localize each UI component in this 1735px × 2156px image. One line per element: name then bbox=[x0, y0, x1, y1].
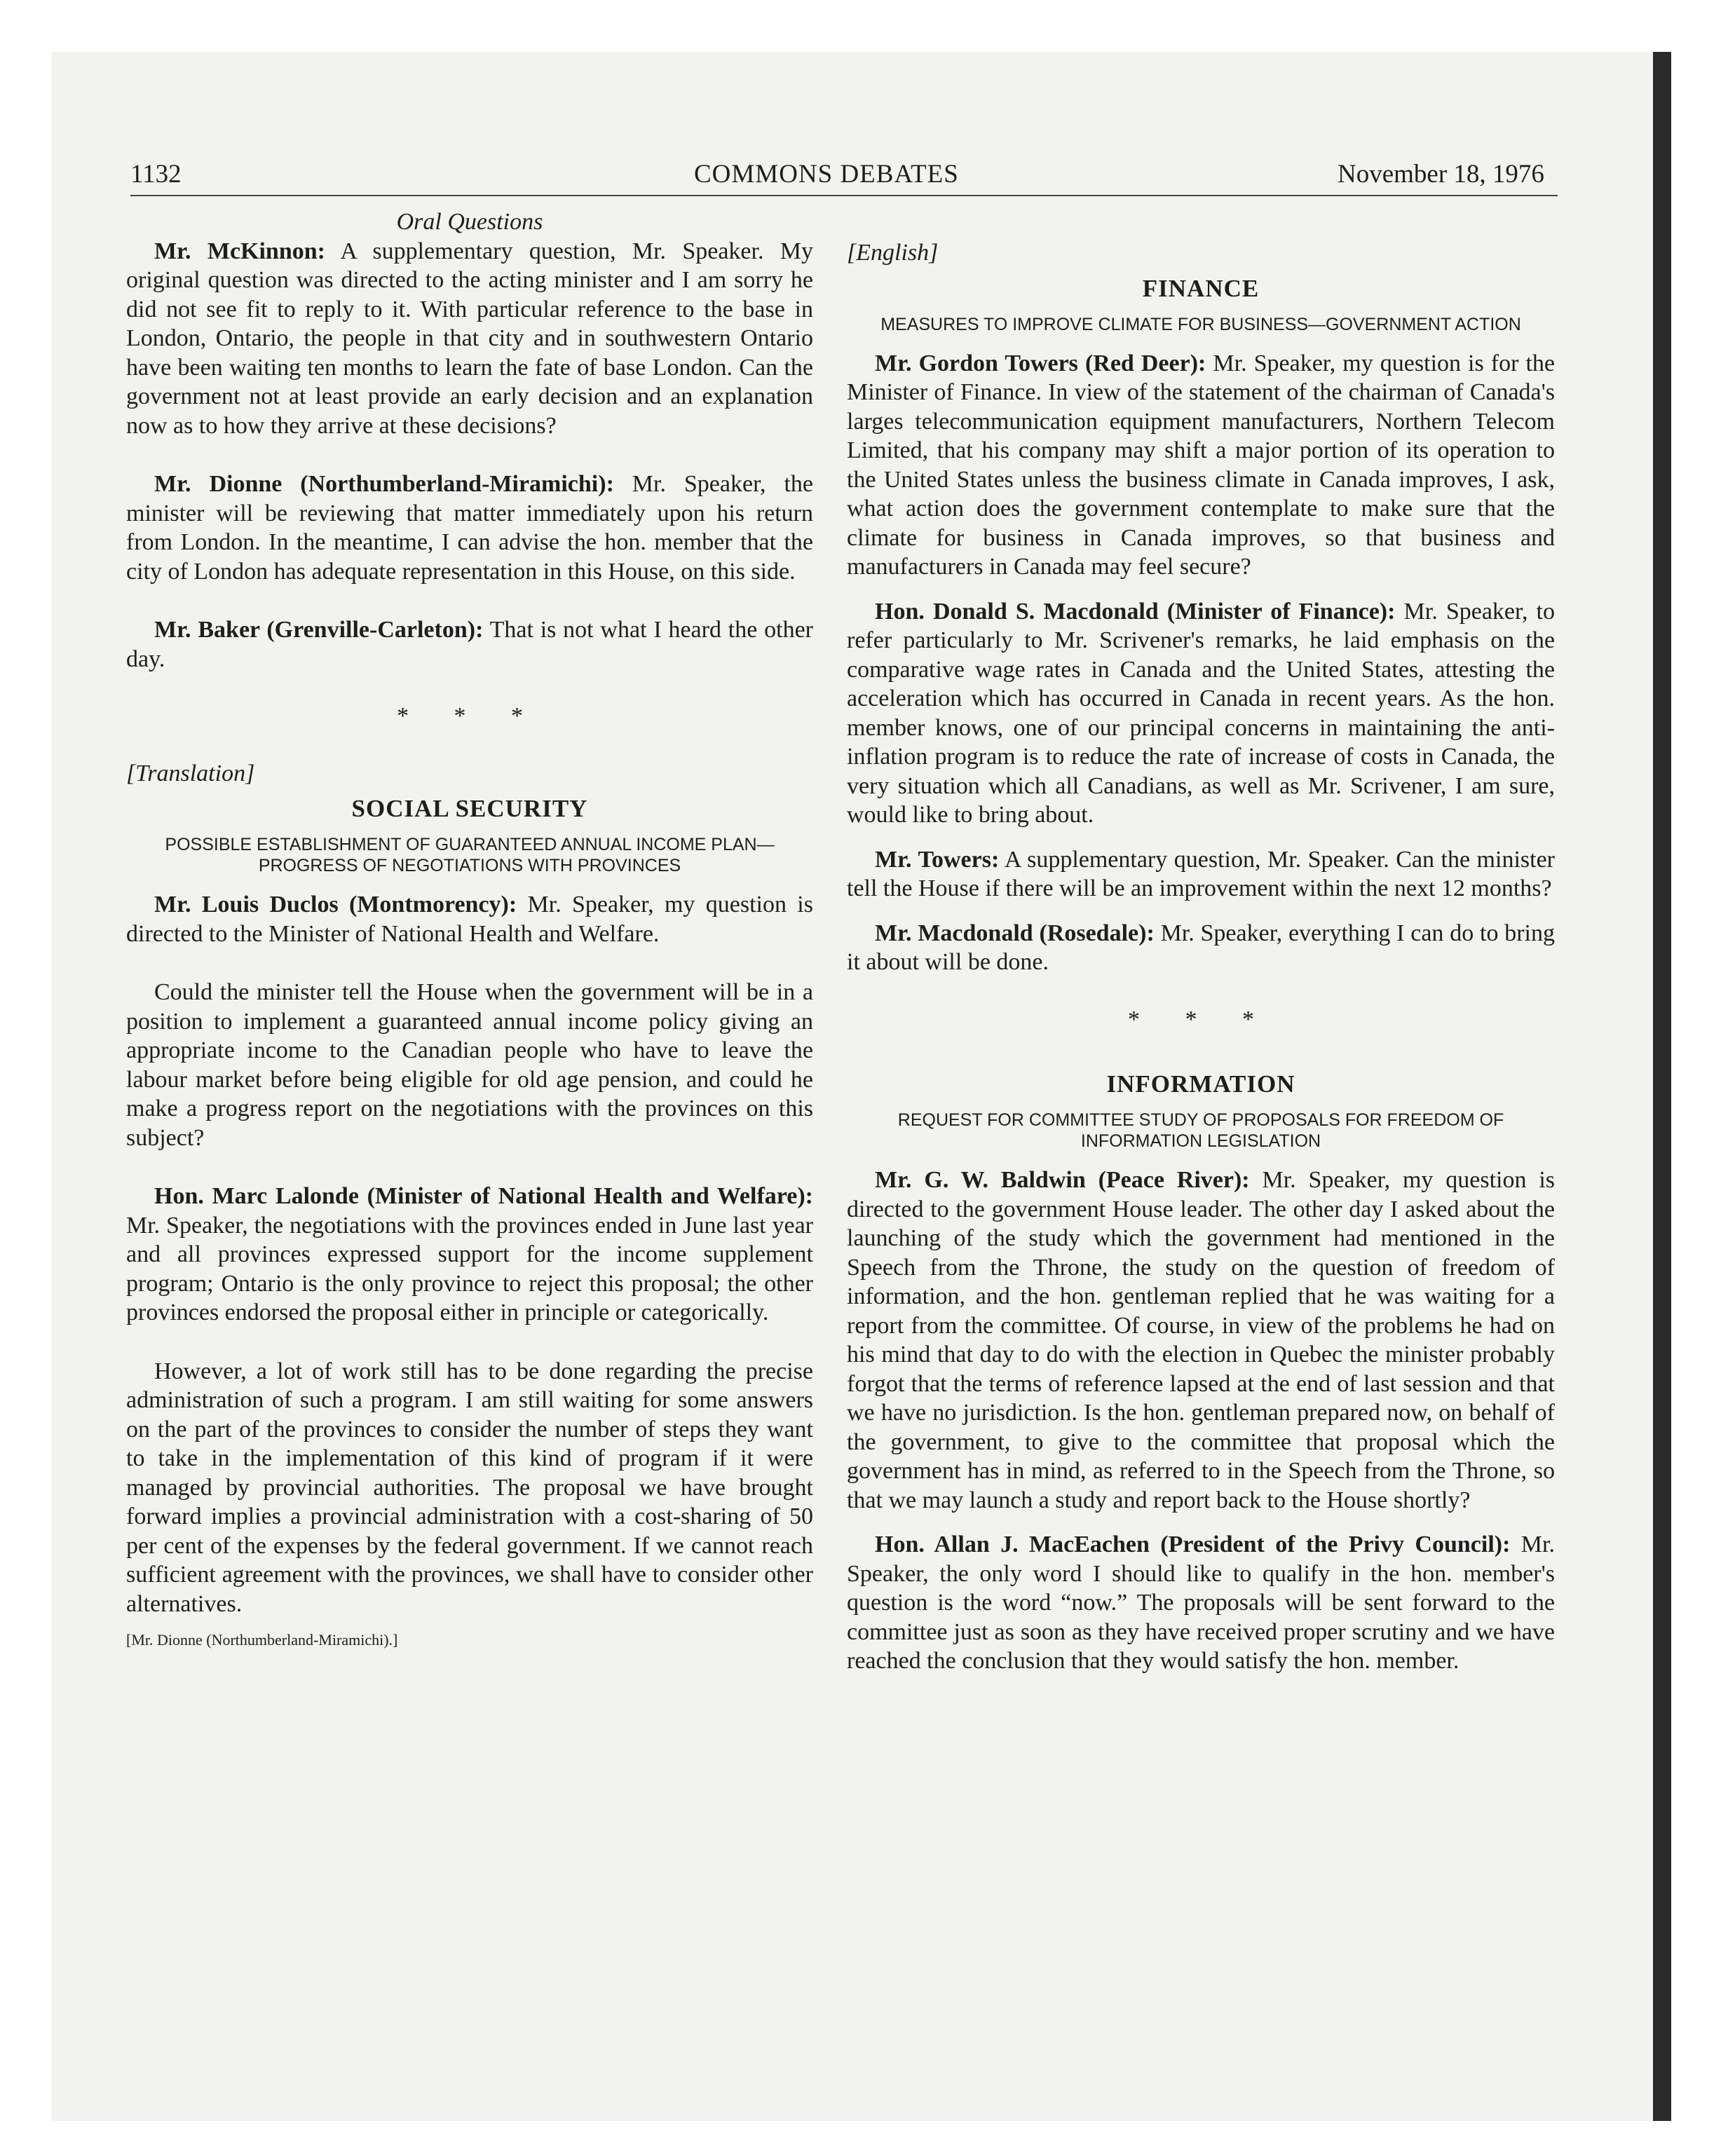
speaker-name: Mr. Louis Duclos (Montmorency): bbox=[154, 892, 517, 917]
paragraph bbox=[847, 845, 1555, 903]
paragraph bbox=[847, 1530, 1555, 1676]
speaker-name: Mr. Gordon Towers (Red Deer): bbox=[875, 350, 1206, 376]
paragraph bbox=[126, 470, 813, 586]
left-column bbox=[126, 207, 813, 1651]
paragraph bbox=[847, 919, 1555, 977]
paragraph-text: Mr. Speaker, my question is directed to the Minister of National Health and Welfare. bbox=[126, 892, 813, 947]
section-subheading: MEASURES TO IMPROVE CLIMATE FOR BUSINESS—GOVERNMENT ACTION bbox=[880, 314, 1521, 334]
speaker-name: Mr. Towers: bbox=[875, 846, 1000, 873]
paragraph-text: Mr. Speaker, the only word I should like to qualify in the hon. member's question is the word “now.” The proposals will be sent forward to the committee just as soon as they have received proper scrutiny and we have reached the conclusion that they would satisfy the hon. member. bbox=[847, 1531, 1555, 1674]
language-marker: [Translation] bbox=[126, 760, 255, 786]
section-separator: * * * bbox=[397, 703, 543, 729]
page-number: 1132 bbox=[130, 160, 182, 189]
paragraph bbox=[847, 1166, 1555, 1515]
paragraph bbox=[126, 890, 813, 948]
speaker-name: Mr. Dionne (Northumberland-Miramichi): bbox=[154, 471, 614, 497]
paragraph-text: That is not what I heard the other day. bbox=[126, 617, 813, 672]
section-heading: INFORMATION bbox=[1106, 1070, 1295, 1098]
paragraph-text: Mr. Speaker, to refer particularly to Mr. Scrivener's remarks, he laid emphasis on the comparative wage rates in Canada and the United States, attesting the acceleration which has occurred in Canada in recent years. As the hon. member knows, one of our principal concerns in maintaining the anti-inflation program is to reduce the rate of increase of costs in Canada, the very situation which all Canadians, as well as Mr. Scrivener, I am sure, would like to bring about. bbox=[847, 598, 1555, 828]
scan-edge-bar bbox=[1653, 52, 1671, 2121]
footnote: [Mr. Dionne (Northumberland-Miramichi).] bbox=[126, 1631, 398, 1649]
running-date: November 18, 1976 bbox=[1338, 160, 1544, 189]
section-label: Oral Questions bbox=[396, 209, 543, 235]
paragraph bbox=[126, 1182, 813, 1328]
paragraph-text: Mr. Speaker, everything I can do to bring it about will be done. bbox=[847, 920, 1555, 975]
paragraph-text: Mr. Speaker, my question is for the Minister of Finance. In view of the statement of the chairman of Canada's larges telecommunication equipment manufacturers, Northern Telecom Limited, that his company may shift a major portion of its operation to the United States unless the business climate in Canada improves, I ask, what action does the government contemplate to make sure that the climate for business in Canada improves, so that business and manufacturers in Canada may feel secure? bbox=[847, 350, 1556, 580]
paragraph bbox=[847, 349, 1555, 582]
speaker-name: Hon. Allan J. MacEachen (President of the Privy Council): bbox=[875, 1531, 1511, 1557]
speaker-name: Hon. Marc Lalonde (Minister of National Health and Welfare): bbox=[154, 1183, 813, 1209]
section-heading: SOCIAL SECURITY bbox=[351, 795, 588, 822]
speaker-name: Hon. Donald S. Macdonald (Minister of Finance): bbox=[875, 598, 1396, 625]
speaker-name: Mr. G. W. Baldwin (Peace River): bbox=[875, 1167, 1250, 1193]
section-subheading: POSSIBLE ESTABLISHMENT OF GUARANTEED ANNUAL INCOME PLAN—PROGRESS OF NEGOTIATIONS WITH PROVINCES bbox=[165, 835, 775, 875]
section-separator: * * * bbox=[1128, 1006, 1274, 1032]
paragraph bbox=[126, 237, 813, 441]
paragraph bbox=[126, 615, 813, 674]
paragraph bbox=[847, 597, 1555, 830]
running-title: COMMONS DEBATES bbox=[694, 160, 959, 189]
speaker-name: Mr. McKinnon: bbox=[154, 238, 325, 264]
paragraph-text: A supplementary question, Mr. Speaker. My original question was directed to the acting minister and I am sorry he did not see fit to reply to it. With particular reference to the base in London, Ontario, the people in that city and in southwestern Ontario have been waiting ten months to learn the fate of base London. Can the government not at least provide an early decision and an explanation now as to how they arrive at these decisions? bbox=[126, 238, 813, 439]
speaker-name: Mr. Baker (Grenville-Carleton): bbox=[154, 617, 484, 643]
paragraph-text: A supplementary question, Mr. Speaker. Can the minister tell the House if there will be an improvement within the next 12 months? bbox=[847, 846, 1555, 901]
section-subheading: REQUEST FOR COMMITTEE STUDY OF PROPOSALS FOR FREEDOM OF INFORMATION LEGISLATION bbox=[897, 1110, 1504, 1151]
section-heading: FINANCE bbox=[1142, 274, 1260, 302]
language-marker: [English] bbox=[847, 240, 939, 266]
paragraph: However, a lot of work still has to be done regarding the precise administration of such a program. I am still waiting for some answers on the part of the provinces to consider the number of steps they want to take in the implementation of this kind of program if it were managed by provincial authorities. The proposal we have brought forward implies a provincial administration with a cost-sharing of 50 per cent of the expenses by the federal government. If we cannot reach sufficient agreement with the provinces, we shall have to consider other alternatives. bbox=[126, 1358, 813, 1617]
paragraph: Could the minister tell the House when the government will be in a position to implement a guaranteed annual income policy giving an appropriate income to the Canadian people who have to leave the labour market before being eligible for old age pension, and could he make a progress report on the negotiations with the provinces on this subject? bbox=[126, 979, 813, 1151]
paragraph-text: Mr. Speaker, the minister will be reviewing that matter immediately upon his return from London. In the meantime, I can advise the hon. member that the city of London has adequate representation in this House, on this side. bbox=[126, 471, 813, 585]
right-column bbox=[847, 207, 1555, 1676]
paragraph-text: Mr. Speaker, my question is directed to the government House leader. The other day I asked about the launching of the study which the government had mentioned in the Speech from the Throne, the study on the question of freedom of information, and the hon. gentleman replied that he was waiting for a report from the committee. Of course, in view of the problems he had on his mind that day to do with the election in Quebec the minister probably forgot that the terms of reference lapsed at the end of last session and that we have no jurisdiction. Is the hon. gentleman prepared now, on behalf of the government, to give to the committee that proposal which the government has in mind, as referred to in the Speech from the Throne, so that we may launch a study and report back to the House shortly? bbox=[847, 1167, 1555, 1513]
paragraph-text: Mr. Speaker, the negotiations with the provinces ended in June last year and all provinces expressed support for the income supplement program; Ontario is the only province to reject this proposal; the other provinces endorsed the proposal either in principle or categorically. bbox=[126, 1212, 813, 1325]
header-rule bbox=[130, 195, 1558, 196]
speaker-name: Mr. Macdonald (Rosedale): bbox=[875, 920, 1155, 946]
